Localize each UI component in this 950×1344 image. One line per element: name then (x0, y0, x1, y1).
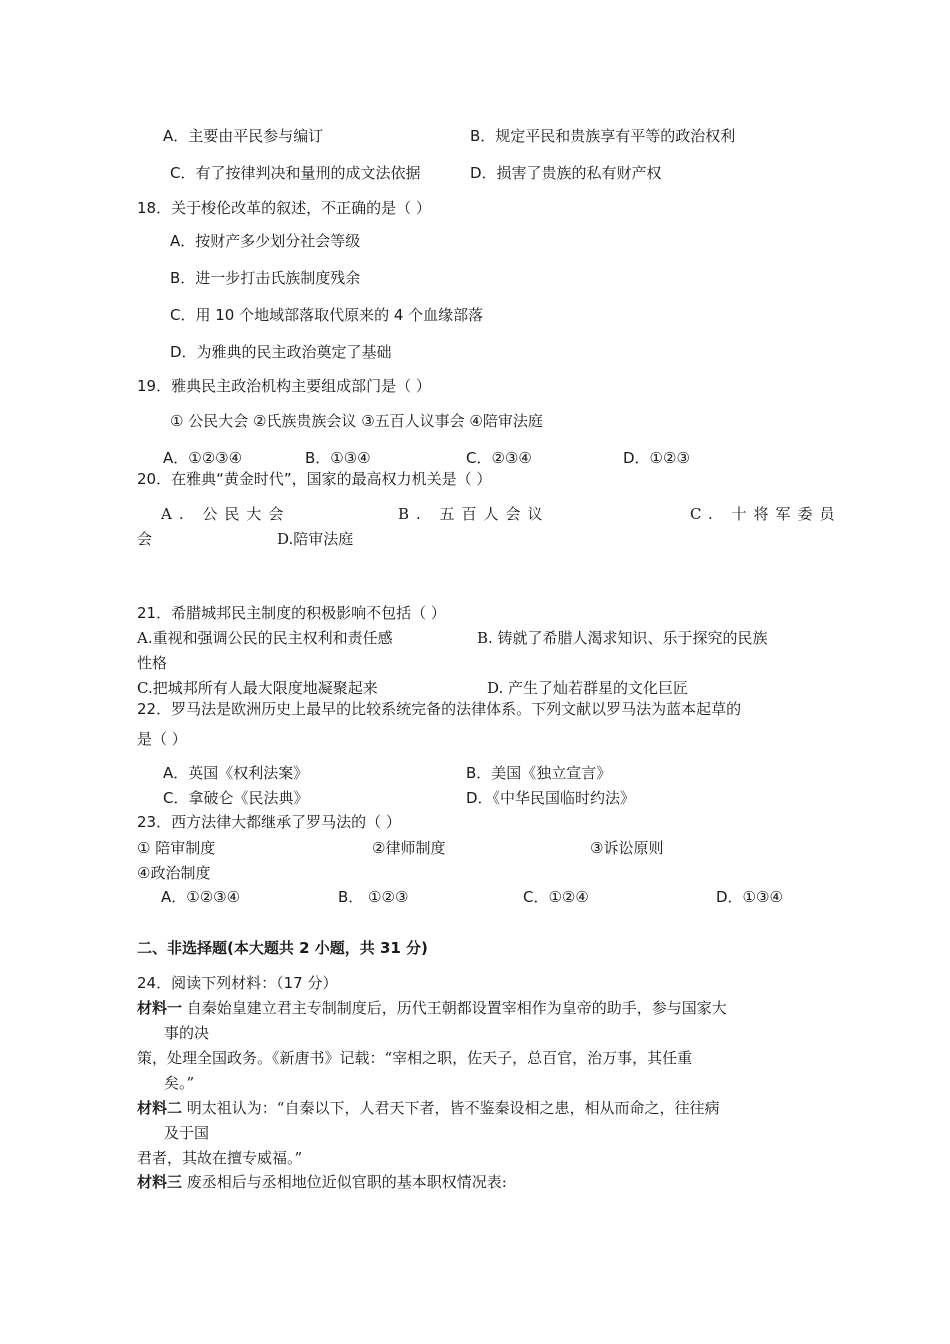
q17-option-a: A．主要由平民参与编订 (163, 127, 324, 145)
q19-option-d: D．①②③ (623, 449, 690, 467)
q23-option-a: A．①②③④ (161, 888, 241, 906)
q24-material-3-label: 材料三 (137, 1173, 183, 1191)
q24-material-1-text: 自秦始皇建立君主专制制度后，历代王朝都设置宰相作为皇帝的助手，参与国家大 (182, 999, 727, 1017)
q23-option-c: C．①②④ (523, 888, 589, 906)
q24-material-1-line-1 (137, 998, 727, 1018)
q24-material-2-text: 明太祖认为：“自秦以下，人君天下者，皆不鉴秦设相之患，相从而命之，往往病 (182, 1099, 720, 1117)
q20-option-b: B. 五百人会议 (398, 505, 550, 523)
q22-option-c: C．拿破仑《民法典》 (163, 789, 309, 807)
q23-item-4: ④政治制度 (137, 864, 211, 882)
q18-option-a: A．按财产多少划分社会等级 (170, 232, 361, 250)
q21-option-b: B. 铸就了希腊人渴求知识、乐于探究的民族 (477, 629, 768, 647)
q18-option-c: C．用 10 个地域部落取代原来的 4 个血缘部落 (170, 306, 484, 324)
q24-material-1-line-4: 矣。” (164, 1074, 195, 1092)
q20-option-c: C. 十将军委员 (690, 505, 842, 523)
q24-material-2-label: 材料二 (137, 1099, 183, 1117)
q24-material-1-label: 材料一 (137, 999, 183, 1017)
q18-option-b: B．进一步打击氏族制度残余 (170, 269, 361, 287)
q19-option-b: B．①③④ (305, 449, 371, 467)
q24-stem: 24．阅读下列材料：（17 分） (137, 974, 338, 992)
q23-stem: 23．西方法律大都继承了罗马法的（ ） (137, 813, 401, 831)
q20-option-a: A. 公民大会 (161, 505, 291, 523)
q22-option-a: A．英国《权利法案》 (163, 764, 309, 782)
q20-stem: 20．在雅典“黄金时代”，国家的最高权力机关是（ ） (137, 470, 492, 488)
q24-material-1-line-2: 事的决 (164, 1024, 210, 1042)
q24-material-2-line-3: 君者，其故在擅专威福。” (137, 1149, 303, 1167)
q21-option-b-wrap: 性格 (137, 654, 168, 672)
q24-material-1-line-3: 策，处理全国政务。《新唐书》记载：“宰相之职，佐天子，总百官，治万事，其任重 (137, 1049, 693, 1067)
q21-option-a: A.重视和强调公民的民主权利和责任感 (137, 629, 393, 647)
q19-option-c: C．②③④ (466, 449, 532, 467)
q19-items: ① 公民大会 ②氏族贵族会议 ③五百人议事会 ④陪审法庭 (170, 412, 543, 430)
q24-material-3-line-1 (137, 1172, 507, 1192)
q23-option-b: B． ①②③ (338, 888, 409, 906)
q22-option-b: B．美国《独立宣言》 (466, 764, 612, 782)
q19-option-a: A．①②③④ (163, 449, 243, 467)
q17-option-b: B．规定平民和贵族享有平等的政治权利 (470, 127, 736, 145)
q24-material-3-text: 废丞相后与丞相地位近似官职的基本职权情况表: (182, 1173, 507, 1191)
section-2-heading: 二、非选择题(本大题共 2 小题，共 31 分) (137, 939, 428, 957)
q18-stem: 18．关于梭伦改革的叙述，不正确的是（ ） (137, 199, 431, 217)
q23-item-1: ① 陪审制度 (137, 839, 216, 857)
q18-option-d: D．为雅典的民主政治奠定了基础 (170, 343, 392, 361)
q20-option-c-wrap: 会 (137, 530, 153, 548)
q20-option-d: D.陪审法庭 (277, 530, 354, 548)
q24-material-2-line-1 (137, 1098, 719, 1118)
q17-option-d: D．损害了贵族的私有财产权 (470, 164, 662, 182)
q21-option-d: D. 产生了灿若群星的文化巨匠 (487, 679, 689, 697)
q19-stem: 19．雅典民主政治机构主要组成部门是（ ） (137, 377, 431, 395)
q22-stem-wrap: 是（ ） (137, 730, 187, 748)
q21-option-c: C.把城邦所有人最大限度地凝聚起来 (137, 679, 378, 697)
q23-item-2: ②律师制度 (372, 839, 446, 857)
q24-material-2-line-2: 及于国 (164, 1124, 210, 1142)
q21-stem: 21．希腊城邦民主制度的积极影响不包括（ ） (137, 604, 446, 622)
q22-stem: 22．罗马法是欧洲历史上最早的比较系统完备的法律体系。下列文献以罗马法为蓝本起草的 (137, 700, 742, 718)
q23-item-3: ③诉讼原则 (590, 839, 664, 857)
q17-option-c: C．有了按律判决和量刑的成文法依据 (170, 164, 421, 182)
q23-option-d: D．①③④ (716, 888, 783, 906)
q22-option-d: D．《中华民国临时约法》 (466, 789, 636, 807)
